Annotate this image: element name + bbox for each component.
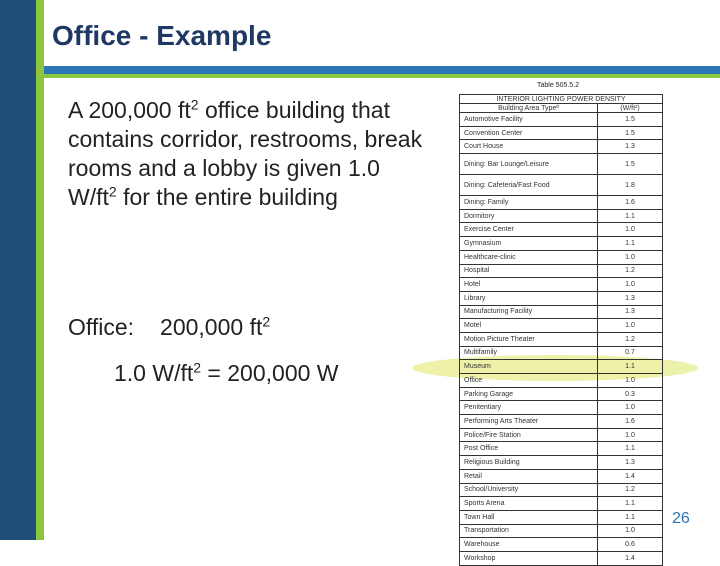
column-header-density: (W/ft²) [598,104,663,113]
superscript: 2 [262,313,271,330]
table-row [460,374,663,388]
power-density-value: 1.3 [598,305,663,319]
power-density-value: 1.4 [598,469,663,483]
table-row [460,510,663,524]
building-area-type: Motel [460,319,598,333]
table-row [460,264,663,278]
building-area-type: Manufacturing Facility [460,305,598,319]
title-underline-blue [44,66,720,74]
power-density-value: 1.1 [598,442,663,456]
table-row [460,415,663,429]
power-density-value: 0.3 [598,387,663,401]
table-title: INTERIOR LIGHTING POWER DENSITY [460,95,663,104]
building-area-type: Motion Picture Theater [460,332,598,346]
power-density-value: 1.3 [598,456,663,470]
superscript: 2 [190,96,199,113]
power-density-value: 1.0 [598,250,663,264]
building-area-type: Sports Arena [460,497,598,511]
building-area-type: Police/Fire Station [460,428,598,442]
superscript: 2 [193,359,202,376]
power-density-value: 1.2 [598,483,663,497]
building-area-type: Exercise Center [460,223,598,237]
table-row [460,319,663,333]
power-density-value: 1.4 [598,551,663,565]
page-number: 26 [672,510,690,527]
power-density-value: 1.0 [598,428,663,442]
table-row [460,346,663,360]
power-density-value: 1.2 [598,332,663,346]
table-row [460,442,663,456]
power-density-value: 1.6 [598,415,663,429]
title-underline-green [44,74,720,78]
power-density-value: 1.0 [598,401,663,415]
power-density-value: 1.5 [598,154,663,175]
table-row [460,401,663,415]
lighting-power-density-table [459,94,663,566]
table-row [460,237,663,251]
building-area-type: Office [460,374,598,388]
building-area-type: Automotive Facility [460,113,598,127]
calc-area-line [68,314,270,341]
description-part: for the entire building [116,184,338,210]
power-density-value: 1.6 [598,196,663,210]
power-density-value: 1.5 [598,126,663,140]
table-caption: Table 505.5.2 [537,82,580,89]
table-row [460,456,663,470]
left-accent-bar [0,0,36,540]
building-area-type: Museum [460,360,598,374]
power-density-value: 1.1 [598,209,663,223]
power-density-value: 1.8 [598,175,663,196]
calc-area: 200,000 ft [160,314,263,340]
table-row [460,469,663,483]
table-row [460,278,663,292]
power-density-value: 1.0 [598,278,663,292]
power-density-value: 0.7 [598,346,663,360]
power-density-value: 1.5 [598,113,663,127]
building-area-type: Religious Building [460,456,598,470]
building-area-type: Hospital [460,264,598,278]
table-row [460,140,663,154]
table-row [460,332,663,346]
building-area-type: Transportation [460,524,598,538]
building-area-type: Library [460,291,598,305]
table-title-row [460,95,663,104]
power-density-value: 1.3 [598,140,663,154]
slide-title: Office - Example [52,20,272,51]
table-row [460,551,663,565]
power-density-value: 1.1 [598,497,663,511]
building-area-type: Convention Center [460,126,598,140]
table-header-row [460,104,663,113]
building-area-type: Parking Garage [460,387,598,401]
power-density-value: 1.1 [598,237,663,251]
building-area-type: Dining: Bar Lounge/Leisure [460,154,598,175]
power-density-value: 1.0 [598,374,663,388]
building-area-type: Dining: Family [460,196,598,210]
building-area-type: Healthcare-clinic [460,250,598,264]
table-row [460,497,663,511]
example-description [68,96,428,212]
power-density-value: 1.1 [598,360,663,374]
table-row [460,387,663,401]
table-row [460,250,663,264]
power-density-value: 1.0 [598,524,663,538]
table-row [460,305,663,319]
building-area-type: School/University [460,483,598,497]
description-part: A 200,000 ft [68,97,191,123]
building-area-type: Hotel [460,278,598,292]
building-area-type: Retail [460,469,598,483]
power-density-value: 1.2 [598,264,663,278]
power-density-value: 1.0 [598,223,663,237]
calc-result: = 200,000 W [201,360,339,386]
description-part: office building that contains corridor, restrooms, break rooms and a lobby is given 1.0 W/ft [68,97,423,210]
power-density-value: 0.6 [598,538,663,552]
table-row [460,291,663,305]
building-area-type: Multifamily [460,346,598,360]
left-accent-stripe [36,0,44,540]
superscript: 2 [108,183,117,200]
column-header-building-area: Building Area Typeª [460,104,598,113]
calc-label: Office: [68,314,135,340]
table-row [460,209,663,223]
table-row [460,175,663,196]
building-area-type: Dormitory [460,209,598,223]
building-area-type: Warehouse [460,538,598,552]
table-row [460,154,663,175]
power-density-value: 1.0 [598,319,663,333]
building-area-type: Penitentiary [460,401,598,415]
calc-density: 1.0 W/ft [114,360,194,386]
table-row [460,360,663,374]
building-area-type: Town Hall [460,510,598,524]
table-row [460,113,663,127]
table-row [460,196,663,210]
building-area-type: Dining: Cafeteria/Fast Food [460,175,598,196]
table-row [460,524,663,538]
power-density-value: 1.3 [598,291,663,305]
power-density-value: 1.1 [598,510,663,524]
table-row [460,126,663,140]
calc-result-line [114,360,339,387]
building-area-type: Gymnasium [460,237,598,251]
building-area-type: Performing Arts Theater [460,415,598,429]
table-row [460,223,663,237]
table-row [460,428,663,442]
building-area-type: Post Office [460,442,598,456]
table-row [460,483,663,497]
building-area-type: Workshop [460,551,598,565]
building-area-type: Court House [460,140,598,154]
